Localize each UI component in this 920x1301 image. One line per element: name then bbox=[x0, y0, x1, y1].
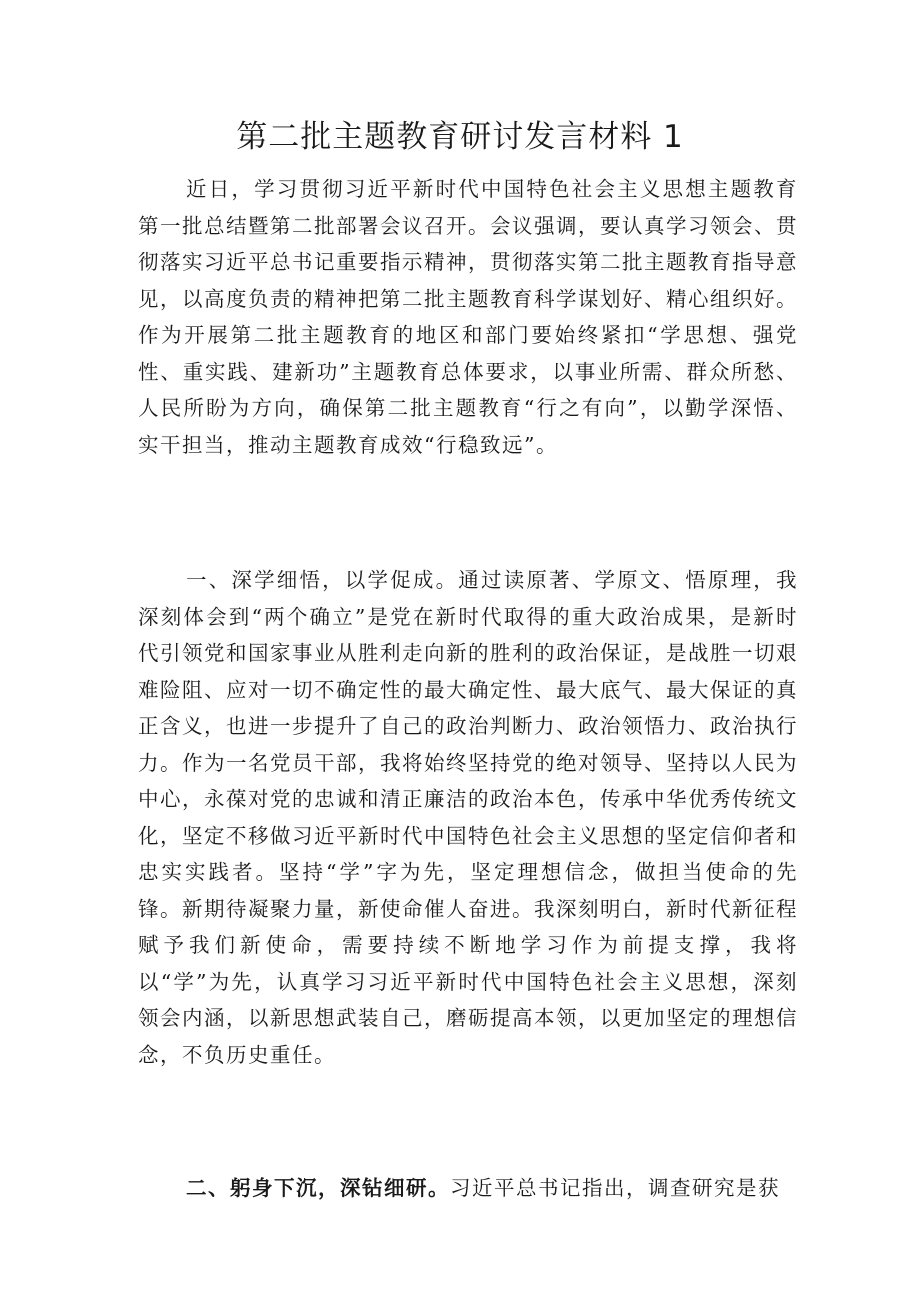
section-two-heading: 二、躬身下沉，深钻细研。 bbox=[186, 1176, 450, 1200]
document-title: 第二批主题教育研讨发言材料 1 bbox=[236, 119, 684, 155]
paragraph-intro: 近日，学习贯彻习近平新时代中国特色社会主义思想主题教育第一批总结暨第二批部署会议召开。会议强调，要认真学习领会、贯彻落实习近平总书记重要指示精神，贯彻落实第二批主题教育指导意见，以高度负责的精神把第二批主题教育科学谋划好、精心组织好。作为开展第二批主题教育的地区和部门要始终紧扣“学思想、强党性、重实践、建新功”主题教育总体要求，以事业所需、群众所愁、人民所盼为方向，确保第二批主题教育“行之有向”，以勤学深悟、实干担当，推动主题教育成效“行稳致远”。 bbox=[138, 177, 798, 457]
section-two-text: 习近平总书记指出，调查研究是获 bbox=[450, 1176, 780, 1200]
paragraph-section-two bbox=[138, 1170, 798, 1207]
paragraph-section-one: 一、深学细悟，以学促成。通过读原著、学原文、悟原理，我深刻体会到“两个确立”是党在新时代取得的重大政治成果，是新时代引领党和国家事业从胜利走向新的胜利的政治保证，是战胜一切艰难险阻、应对一切不确定性的最大确定性、最大底气、最大保证的真正含义，也进一步提升了自己的政治判断力、政治领悟力、政治执行力。作为一名党员干部，我将始终坚持党的绝对领导、坚持以人民为中心，永葆对党的忠诚和清正廉洁的政治本色，传承中华优秀传统文化，坚定不移做习近平新时代中国特色社会主义思想的坚定信仰者和忠实实践者。坚持“学”字为先，坚定理想信念，做担当使命的先锋。新期待凝聚力量，新使命催人奋进。我深刻明白，新时代新征程赋予我们新使命，需要持续不断地学习作为前提支撑，我将以“学”为先，认真学习习近平新时代中国特色社会主义思想，深刻领会内涵，以新思想武装自己，磨砺提高本领，以更加坚定的理想信念，不负历史重任。 bbox=[138, 568, 798, 1067]
